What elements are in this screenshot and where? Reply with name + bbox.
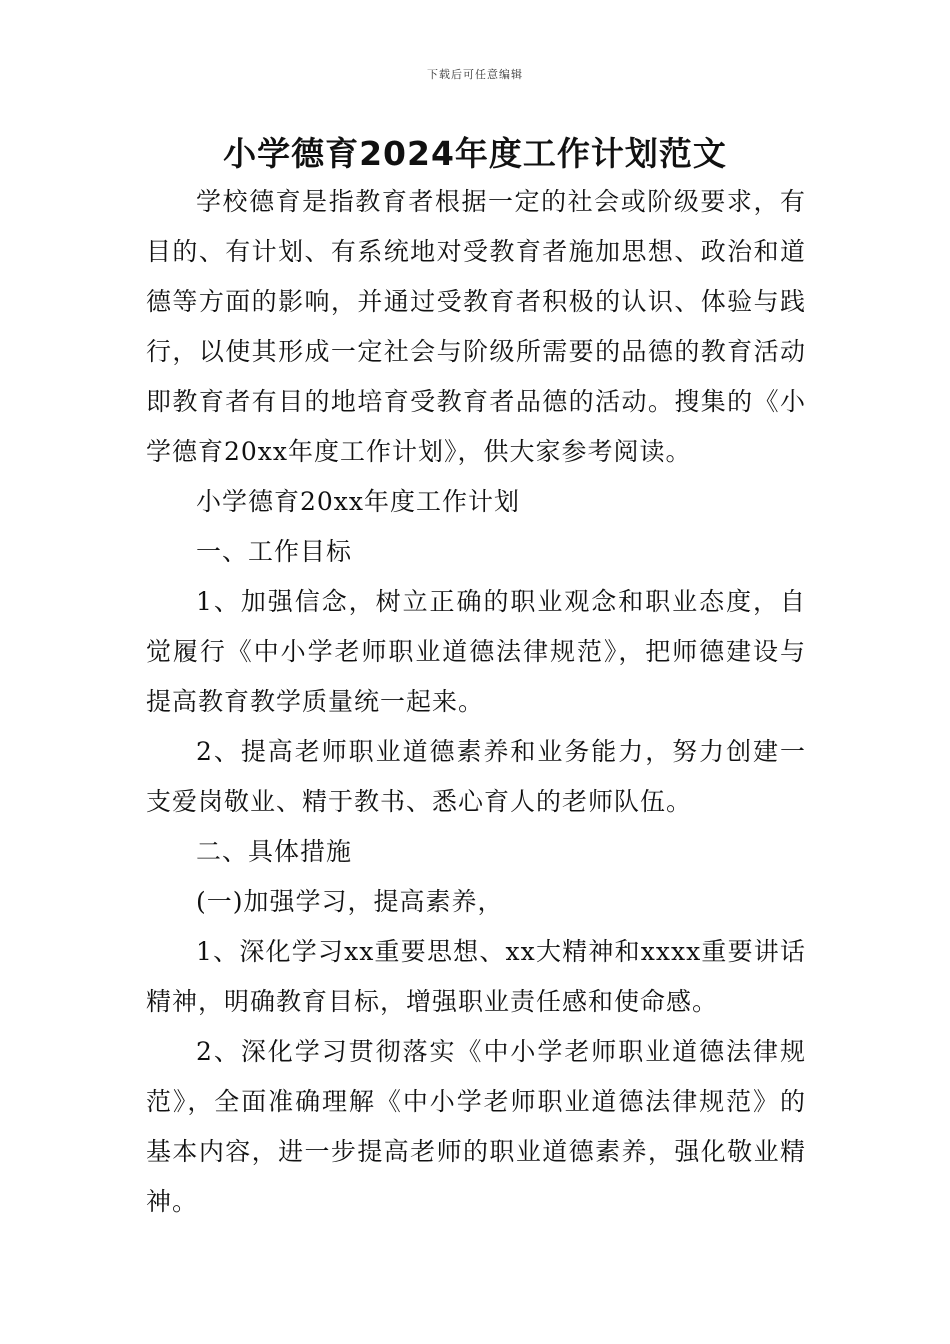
header-note: 下载后可任意编辑	[427, 68, 523, 81]
paragraph-plan-title: 小学德育20xx年度工作计划	[196, 487, 521, 516]
paragraph-goal-2: 2、提高老师职业道德素养和业务能力，努力创建一支爱岗敬业、精于教书、悉心育人的老师队伍。	[146, 737, 806, 816]
subsection-heading-study: (一)加强学习，提高素养，	[196, 887, 504, 916]
document-body	[146, 177, 806, 1227]
section-heading-goals: 一、工作目标	[196, 537, 353, 566]
document-title: 小学德育2024年度工作计划范文	[223, 134, 727, 173]
section-heading-measures: 二、具体措施	[196, 837, 353, 866]
paragraph-measure-1: 1、深化学习xx重要思想、xx大精神和xxxx重要讲话精神，明确教育目标，增强职业责任感和使命感。	[146, 937, 806, 1016]
paragraph-intro: 学校德育是指教育者根据一定的社会或阶级要求，有目的、有计划、有系统地对受教育者施加思想、政治和道德等方面的影响，并通过受教育者积极的认识、体验与践行，以使其形成一定社会与阶级所需要的品德的教育活动即教育者有目的地培育受教育者品德的活动。搜集的《小学德育20xx年度工作计划》，供大家参考阅读。	[146, 187, 806, 466]
paragraph-goal-1: 1、加强信念，树立正确的职业观念和职业态度，自觉履行《中小学老师职业道德法律规范》，把师德建设与提高教育教学质量统一起来。	[146, 587, 806, 716]
paragraph-measure-2: 2、深化学习贯彻落实《中小学老师职业道德法律规范》，全面准确理解《中小学老师职业道德法律规范》的基本内容，进一步提高老师的职业道德素养，强化敬业精神。	[146, 1037, 806, 1216]
